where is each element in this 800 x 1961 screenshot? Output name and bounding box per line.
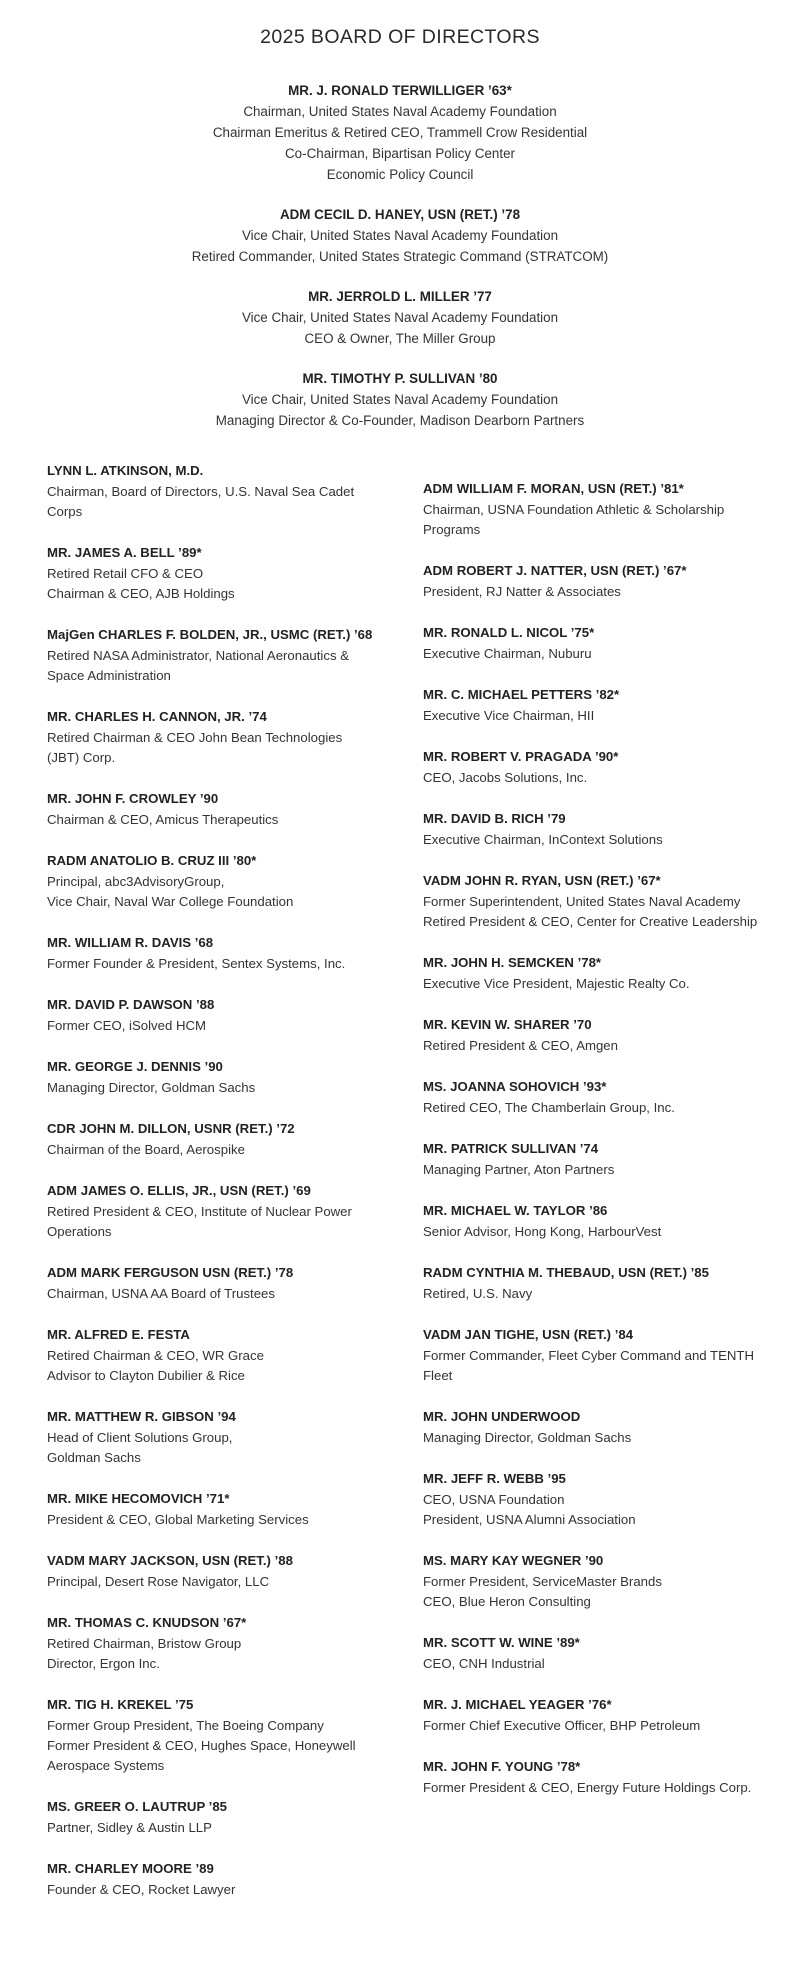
director-title-line: Former Superintendent, United States Naval Academy bbox=[423, 894, 741, 909]
director-name: MR. RONALD L. NICOL ’75* bbox=[423, 625, 595, 640]
director-title-line: CEO, USNA Foundation bbox=[423, 1492, 565, 1507]
director-name: MR. CHARLEY MOORE ’89 bbox=[47, 1861, 214, 1876]
director-title-line: Executive Vice President, Majestic Realty Co. bbox=[423, 976, 690, 991]
director-title-line: Chairman, United States Naval Academy Foundation bbox=[243, 104, 557, 119]
director-name: MajGen CHARLES F. BOLDEN, JR., USMC (RET.) ’68 bbox=[47, 627, 373, 642]
director-name: MR. CHARLES H. CANNON, JR. ’74 bbox=[47, 709, 267, 724]
director-entry bbox=[423, 1633, 773, 1674]
director-title-line: Retired Chairman & CEO, WR Grace bbox=[47, 1348, 264, 1363]
director-name: CDR JOHN M. DILLON, USNR (RET.) ’72 bbox=[47, 1121, 295, 1136]
director-title-line: Retired CEO, The Chamberlain Group, Inc. bbox=[423, 1100, 675, 1115]
director-title-line: Retired President & CEO, Amgen bbox=[423, 1038, 618, 1053]
director-title-line: Chairman & CEO, Amicus Therapeutics bbox=[47, 812, 279, 827]
director-name: MR. DAVID P. DAWSON ’88 bbox=[47, 997, 215, 1012]
director-title-line: Executive Vice Chairman, HII bbox=[423, 708, 595, 723]
director-name: ADM MARK FERGUSON USN (RET.) ’78 bbox=[47, 1265, 294, 1280]
director-name: ADM JAMES O. ELLIS, JR., USN (RET.) ’69 bbox=[47, 1183, 311, 1198]
director-entry bbox=[47, 461, 377, 522]
director-title-line: Head of Client Solutions Group, bbox=[47, 1430, 233, 1445]
director-entry bbox=[423, 1757, 773, 1798]
director-entry bbox=[47, 1057, 377, 1098]
director-name: LYNN L. ATKINSON, M.D. bbox=[47, 463, 204, 478]
director-name: MR. SCOTT W. WINE ’89* bbox=[423, 1635, 580, 1650]
director-title-line: Former President & CEO, Hughes Space, Honeywell Aerospace Systems bbox=[47, 1738, 356, 1773]
director-entry bbox=[423, 1469, 773, 1530]
director-title-line: President, USNA Alumni Association bbox=[423, 1512, 636, 1527]
director-entry bbox=[47, 1407, 377, 1468]
director-entry bbox=[47, 625, 377, 686]
director-entry bbox=[423, 1201, 773, 1242]
director-entry bbox=[423, 1077, 773, 1118]
director-name: MR. DAVID B. RICH ’79 bbox=[423, 811, 566, 826]
director-entry bbox=[423, 1263, 773, 1304]
director-title-line: Former Commander, Fleet Cyber Command and TENTH Fleet bbox=[423, 1348, 755, 1383]
director-title-line: Retired NASA Administrator, National Aeronautics & Space Administration bbox=[47, 648, 349, 683]
director-entry bbox=[423, 685, 773, 726]
director-entry bbox=[47, 1797, 377, 1838]
director-entry bbox=[47, 1613, 377, 1674]
director-title-line: Partner, Sidley & Austin LLP bbox=[47, 1820, 212, 1835]
director-name: ADM CECIL D. HANEY, USN (RET.) ’78 bbox=[279, 207, 521, 222]
director-name: MR. J. RONALD TERWILLIGER ’63* bbox=[288, 83, 512, 98]
director-title-line: Chairman Emeritus & Retired CEO, Trammell Crow Residential bbox=[212, 125, 588, 140]
director-title-line: Managing Partner, Aton Partners bbox=[423, 1162, 615, 1177]
director-name: MR. MATTHEW R. GIBSON ’94 bbox=[47, 1409, 236, 1424]
director-entry bbox=[423, 623, 773, 664]
director-name: MR. MICHAEL W. TAYLOR ’86 bbox=[423, 1203, 608, 1218]
director-name: MR. THOMAS C. KNUDSON ’67* bbox=[47, 1615, 247, 1630]
director-name: MR. WILLIAM R. DAVIS ’68 bbox=[47, 935, 214, 950]
director-entry bbox=[423, 479, 773, 540]
officer-entry bbox=[0, 80, 800, 185]
director-entry bbox=[423, 1407, 773, 1448]
director-name: MR. MIKE HECOMOVICH ’71* bbox=[47, 1491, 230, 1506]
left-column bbox=[47, 461, 377, 1921]
director-name: MR. ROBERT V. PRAGADA ’90* bbox=[423, 749, 619, 764]
director-name: MS. JOANNA SOHOVICH ’93* bbox=[423, 1079, 607, 1094]
director-name: MR. JOHN H. SEMCKEN ’78* bbox=[423, 955, 602, 970]
director-entry bbox=[47, 1551, 377, 1592]
director-entry bbox=[47, 1263, 377, 1304]
director-title-line: Former President, ServiceMaster Brands bbox=[423, 1574, 662, 1589]
director-entry bbox=[47, 995, 377, 1036]
director-title-line: Former President & CEO, Energy Future Holdings Corp. bbox=[423, 1780, 752, 1795]
director-title-line: Managing Director & Co-Founder, Madison Dearborn Partners bbox=[215, 413, 585, 428]
director-name: MR. J. MICHAEL YEAGER ’76* bbox=[423, 1697, 612, 1712]
director-title-line: Former CEO, iSolved HCM bbox=[47, 1018, 207, 1033]
right-column bbox=[423, 479, 773, 1819]
director-entry bbox=[423, 561, 773, 602]
director-name: MS. GREER O. LAUTRUP ’85 bbox=[47, 1799, 228, 1814]
officer-entry bbox=[0, 368, 800, 431]
director-title-line: Retired, U.S. Navy bbox=[423, 1286, 533, 1301]
director-name: MR. PATRICK SULLIVAN ’74 bbox=[423, 1141, 599, 1156]
director-name: VADM JAN TIGHE, USN (RET.) ’84 bbox=[423, 1327, 634, 1342]
officers-section bbox=[0, 80, 800, 450]
director-name: MR. GEORGE J. DENNIS ’90 bbox=[47, 1059, 223, 1074]
director-name: MR. JOHN UNDERWOOD bbox=[423, 1409, 581, 1424]
director-title-line: Executive Chairman, InContext Solutions bbox=[423, 832, 663, 847]
director-title-line: Principal, Desert Rose Navigator, LLC bbox=[47, 1574, 270, 1589]
director-name: MR. JERROLD L. MILLER ’77 bbox=[308, 289, 492, 304]
director-title-line: CEO, Blue Heron Consulting bbox=[423, 1594, 591, 1609]
director-title-line: CEO, Jacobs Solutions, Inc. bbox=[423, 770, 588, 785]
director-title-line: Retired Chairman & CEO John Bean Technologies (JBT) Corp. bbox=[47, 730, 343, 765]
director-name: MR. JAMES A. BELL ’89* bbox=[47, 545, 202, 560]
director-entry bbox=[47, 1181, 377, 1242]
director-name: MR. JOHN F. YOUNG ’78* bbox=[423, 1759, 581, 1774]
director-title-line: Principal, abc3AdvisoryGroup, bbox=[47, 874, 225, 889]
director-entry bbox=[47, 1489, 377, 1530]
director-entry bbox=[423, 809, 773, 850]
director-title-line: Managing Director, Goldman Sachs bbox=[47, 1080, 256, 1095]
page-title: 2025 BOARD OF DIRECTORS bbox=[260, 26, 540, 48]
director-name: ADM ROBERT J. NATTER, USN (RET.) ’67* bbox=[423, 563, 687, 578]
director-title-line: Retired President & CEO, Institute of Nuclear Power Operations bbox=[47, 1204, 352, 1239]
director-entry bbox=[423, 1015, 773, 1056]
director-entry bbox=[47, 789, 377, 830]
director-entry bbox=[47, 1859, 377, 1900]
director-name: VADM JOHN R. RYAN, USN (RET.) ’67* bbox=[423, 873, 661, 888]
director-title-line: Retired President & CEO, Center for Creative Leadership bbox=[423, 914, 758, 929]
director-title-line: Chairman, USNA AA Board of Trustees bbox=[47, 1286, 275, 1301]
director-title-line: Goldman Sachs bbox=[47, 1450, 141, 1465]
director-title-line: Managing Director, Goldman Sachs bbox=[423, 1430, 632, 1445]
director-title-line: Vice Chair, United States Naval Academy Foundation bbox=[241, 310, 559, 325]
director-title-line: Co-Chairman, Bipartisan Policy Center bbox=[285, 146, 515, 161]
director-title-line: President & CEO, Global Marketing Services bbox=[47, 1512, 309, 1527]
director-title-line: Retired Chairman, Bristow Group bbox=[47, 1636, 242, 1651]
director-title-line: Vice Chair, United States Naval Academy Foundation bbox=[241, 228, 559, 243]
director-entry bbox=[423, 1551, 773, 1612]
director-title-line: Advisor to Clayton Dubilier & Rice bbox=[47, 1368, 245, 1383]
director-name: MR. C. MICHAEL PETTERS ’82* bbox=[423, 687, 620, 702]
director-name: MR. JOHN F. CROWLEY ’90 bbox=[47, 791, 219, 806]
director-name: RADM ANATOLIO B. CRUZ III ’80* bbox=[47, 853, 257, 868]
director-title-line: Senior Advisor, Hong Kong, HarbourVest bbox=[423, 1224, 662, 1239]
director-entry bbox=[423, 1325, 773, 1386]
director-entry bbox=[423, 747, 773, 788]
director-name: VADM MARY JACKSON, USN (RET.) ’88 bbox=[47, 1553, 293, 1568]
director-entry bbox=[423, 1139, 773, 1180]
director-title-line: Chairman & CEO, AJB Holdings bbox=[47, 586, 235, 601]
director-name: MR. ALFRED E. FESTA bbox=[47, 1327, 190, 1342]
director-name: RADM CYNTHIA M. THEBAUD, USN (RET.) ’85 bbox=[423, 1265, 709, 1280]
director-entry bbox=[47, 707, 377, 768]
director-title-line: Former Chief Executive Officer, BHP Petroleum bbox=[423, 1718, 701, 1733]
director-title-line: Founder & CEO, Rocket Lawyer bbox=[47, 1882, 236, 1897]
director-entry bbox=[47, 1325, 377, 1386]
director-title-line: Chairman, USNA Foundation Athletic & Scholarship Programs bbox=[423, 502, 725, 537]
director-title-line: Chairman, Board of Directors, U.S. Naval Sea Cadet Corps bbox=[47, 484, 355, 519]
director-title-line: Retired Retail CFO & CEO bbox=[47, 566, 204, 581]
director-entry bbox=[47, 543, 377, 604]
director-title-line: Chairman of the Board, Aerospike bbox=[47, 1142, 245, 1157]
director-entry bbox=[47, 1695, 377, 1776]
director-title-line: Economic Policy Council bbox=[326, 167, 474, 182]
officer-entry bbox=[0, 286, 800, 349]
director-entry bbox=[423, 871, 773, 932]
director-name: MR. JEFF R. WEBB ’95 bbox=[423, 1471, 566, 1486]
director-title-line: Vice Chair, Naval War College Foundation bbox=[47, 894, 294, 909]
director-entry bbox=[423, 953, 773, 994]
director-title-line: Vice Chair, United States Naval Academy Foundation bbox=[241, 392, 559, 407]
director-title-line: Retired Commander, United States Strategic Command (STRATCOM) bbox=[191, 249, 609, 264]
director-title-line: President, RJ Natter & Associates bbox=[423, 584, 621, 599]
director-title-line: Director, Ergon Inc. bbox=[47, 1656, 160, 1671]
director-entry bbox=[47, 1119, 377, 1160]
director-title-line: Former Group President, The Boeing Company bbox=[47, 1718, 324, 1733]
director-title-line: CEO, CNH Industrial bbox=[423, 1656, 545, 1671]
director-entry bbox=[47, 933, 377, 974]
director-title-line: Executive Chairman, Nuburu bbox=[423, 646, 592, 661]
director-entry bbox=[423, 1695, 773, 1736]
director-name: ADM WILLIAM F. MORAN, USN (RET.) ’81* bbox=[423, 481, 684, 496]
officer-entry bbox=[0, 204, 800, 267]
director-name: MR. TIG H. KREKEL ’75 bbox=[47, 1697, 194, 1712]
director-title-line: CEO & Owner, The Miller Group bbox=[304, 331, 496, 346]
director-entry bbox=[47, 851, 377, 912]
director-name: MR. TIMOTHY P. SULLIVAN ’80 bbox=[302, 371, 498, 386]
director-name: MS. MARY KAY WEGNER ’90 bbox=[423, 1553, 604, 1568]
director-title-line: Former Founder & President, Sentex Systems, Inc. bbox=[47, 956, 346, 971]
director-name: MR. KEVIN W. SHARER ’70 bbox=[423, 1017, 592, 1032]
